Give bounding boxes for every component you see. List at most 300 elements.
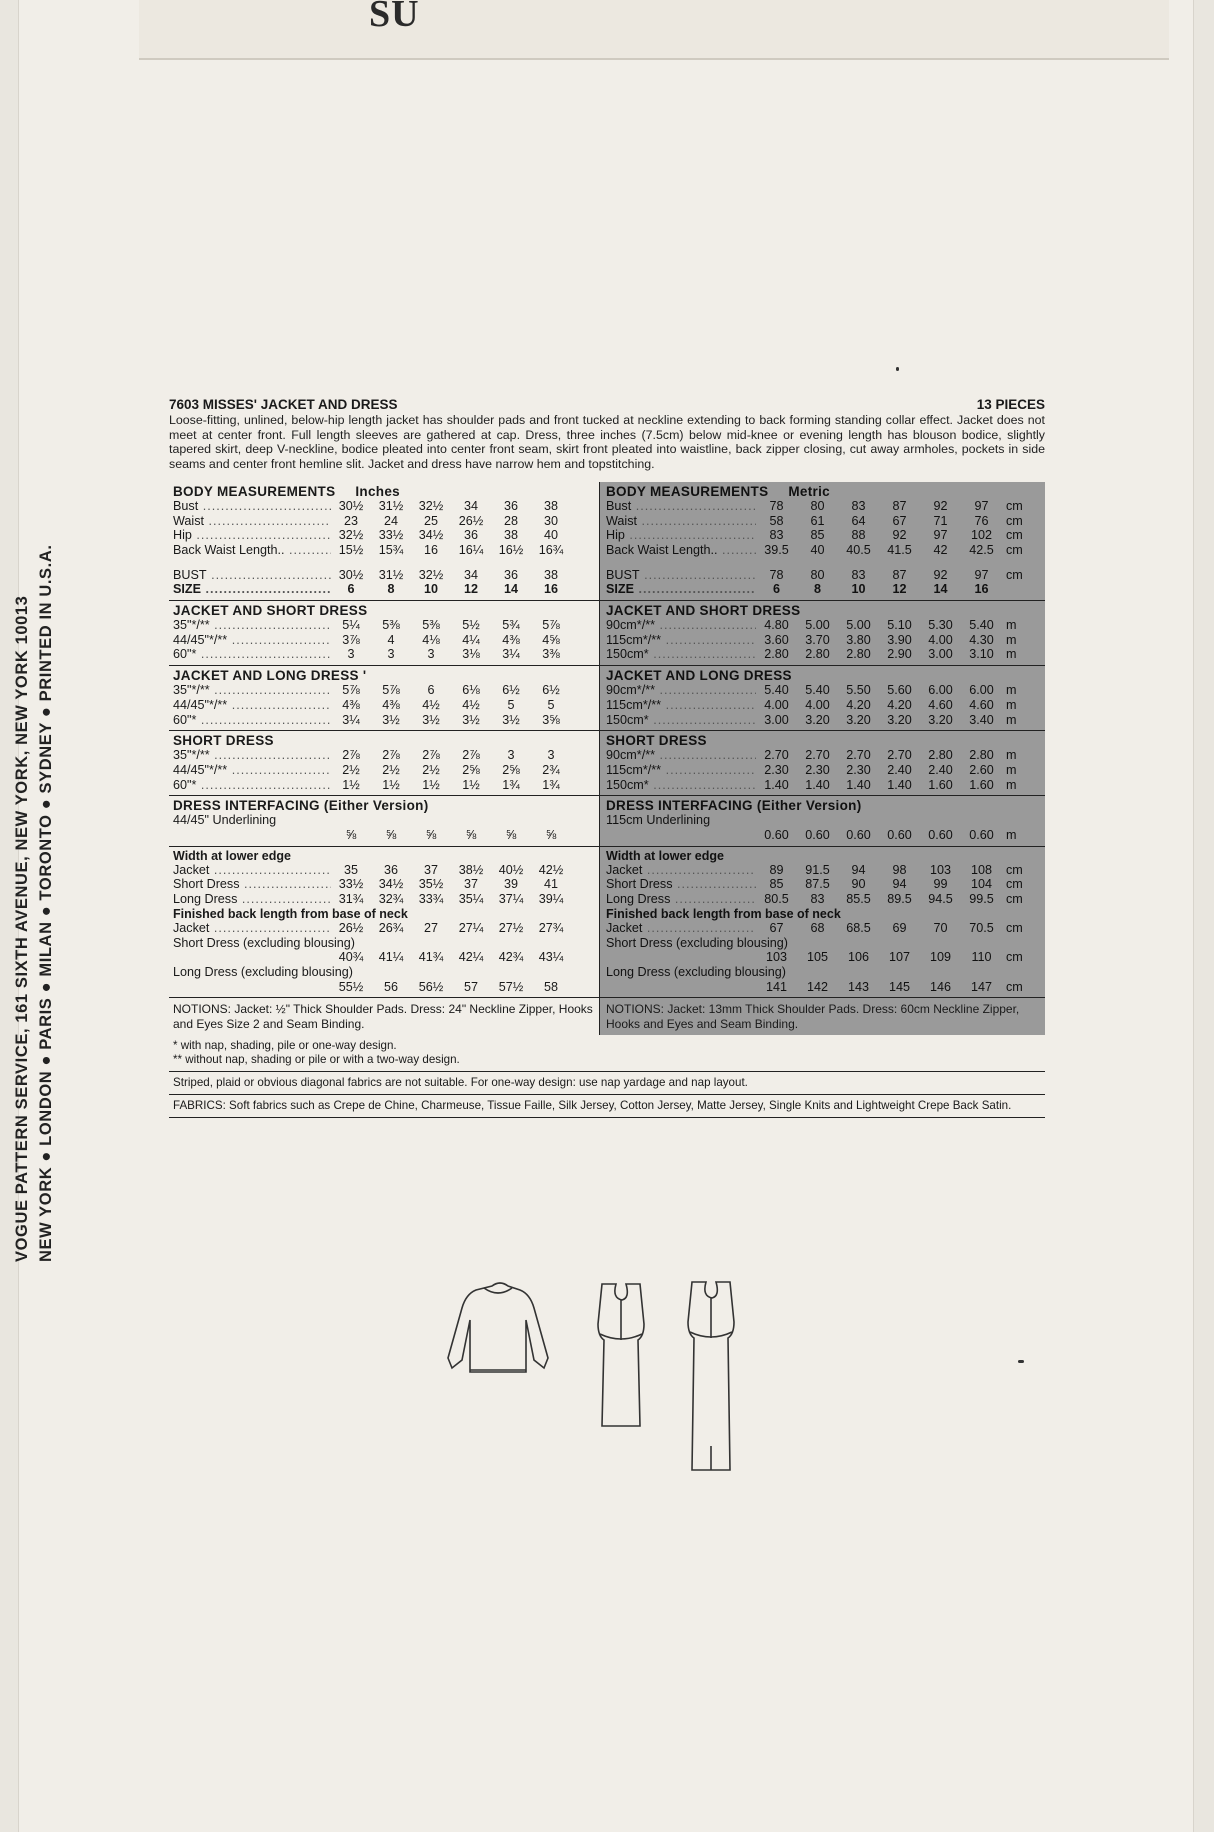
row-value: 38 bbox=[543, 567, 558, 582]
row-value: 1½ bbox=[462, 777, 480, 792]
row-unit: m bbox=[1006, 828, 1017, 843]
measurement-row bbox=[173, 892, 593, 907]
row-value: 25 bbox=[423, 513, 438, 528]
row-value: 68 bbox=[810, 920, 825, 935]
long-dress-length-values bbox=[173, 980, 593, 995]
row-value: 14 bbox=[503, 582, 518, 597]
notions-imperial bbox=[169, 998, 600, 1035]
measurement-row bbox=[606, 543, 1039, 558]
row-value: 5⅞ bbox=[382, 683, 400, 698]
measurement-row bbox=[173, 713, 593, 728]
interfacing-block bbox=[600, 796, 1045, 846]
row-value: 4⅜ bbox=[342, 697, 360, 712]
row-value: 34 bbox=[463, 567, 478, 582]
publisher-line-2: NEW YORK ● LONDON ● PARIS ● MILAN ● TORONTO ● SYDNEY ● PRINTED IN U.S.A. bbox=[37, 544, 55, 1262]
row-value: 103 bbox=[929, 862, 951, 877]
row-unit: m bbox=[1006, 777, 1017, 792]
row-value: 2⅞ bbox=[342, 748, 360, 763]
row-value: 33¾ bbox=[418, 892, 444, 907]
row-unit: m bbox=[1006, 697, 1017, 712]
row-value: 4⅜ bbox=[382, 697, 400, 712]
measurement-row bbox=[606, 763, 1039, 778]
nap-footnotes bbox=[169, 1035, 1045, 1072]
row-value: 2.40 bbox=[887, 762, 912, 777]
measurement-row bbox=[606, 528, 1039, 543]
row-value: 2.80 bbox=[805, 647, 830, 662]
row-value: 4.00 bbox=[805, 697, 830, 712]
interfacing-values bbox=[173, 828, 593, 843]
row-value: 3.20 bbox=[846, 712, 871, 727]
row-value: 3⅜ bbox=[542, 647, 560, 662]
section-title: JACKET AND SHORT DRESS bbox=[173, 603, 368, 619]
notions-metric-text: NOTIONS: Jacket: 13mm Thick Shoulder Pads. Dress: 60cm Neckline Zipper, Hooks and Eyes and Seam Binding. bbox=[606, 1002, 1020, 1031]
row-value: 5.30 bbox=[928, 618, 953, 633]
row-value: 102 bbox=[970, 528, 992, 543]
row-value: 6 bbox=[772, 582, 780, 597]
row-value: 3.70 bbox=[805, 632, 830, 647]
row-value: 97 bbox=[974, 498, 989, 513]
row-value: 106 bbox=[847, 950, 869, 965]
row-value: 4.80 bbox=[764, 618, 789, 633]
row-value: 6½ bbox=[502, 683, 520, 698]
section-title: SHORT DRESS bbox=[606, 733, 707, 749]
row-value: 5 bbox=[507, 697, 515, 712]
measurement-row bbox=[606, 877, 1039, 892]
section-title: DRESS INTERFACING (Either Version) bbox=[173, 798, 429, 814]
row-label: 90cm*/** ..... bbox=[606, 683, 756, 698]
row-value: 3¼ bbox=[342, 712, 360, 727]
row-value: 92 bbox=[892, 528, 907, 543]
row-value: 4⅜ bbox=[502, 632, 520, 647]
section-title: SHORT DRESS bbox=[173, 733, 274, 749]
measurement-row bbox=[606, 713, 1039, 728]
row-unit: m bbox=[1006, 712, 1017, 727]
measurement-row bbox=[173, 863, 593, 878]
measurement-row bbox=[173, 528, 593, 543]
row-value: 16 bbox=[543, 582, 558, 597]
section-title: BODY MEASUREMENTS bbox=[173, 483, 336, 499]
row-value: 3⅝ bbox=[542, 712, 560, 727]
row-value: 5.40 bbox=[805, 683, 830, 698]
row-value: 143 bbox=[847, 979, 869, 994]
row-value: 92 bbox=[933, 567, 948, 582]
row-value: 39.5 bbox=[764, 542, 789, 557]
row-value: 41 bbox=[543, 877, 558, 892]
row-value: 3¼ bbox=[502, 647, 520, 662]
row-value: 104 bbox=[970, 877, 992, 892]
paper-speck bbox=[1018, 1360, 1024, 1363]
row-value: 1.40 bbox=[805, 777, 830, 792]
row-value: 36 bbox=[503, 567, 518, 582]
row-label: 115cm*/** ..... bbox=[606, 763, 756, 778]
spacer bbox=[606, 558, 1039, 568]
row-value: 3 bbox=[547, 748, 555, 763]
row-value: 99 bbox=[933, 877, 948, 892]
row-value: 3.80 bbox=[846, 632, 871, 647]
row-value: 0.60 bbox=[969, 828, 994, 843]
row-value: 5.00 bbox=[846, 618, 871, 633]
row-value: 42.5 bbox=[969, 542, 994, 557]
row-label: 115cm*/** ..... bbox=[606, 633, 756, 648]
row-label: Long Dress ..... bbox=[606, 892, 756, 907]
row-unit: m bbox=[1006, 647, 1017, 662]
row-value: 2½ bbox=[342, 762, 360, 777]
row-value: 2⅞ bbox=[422, 748, 440, 763]
row-label: Jacket ..... bbox=[173, 863, 331, 878]
row-value: 40¾ bbox=[338, 950, 364, 965]
row-unit: cm bbox=[1006, 513, 1023, 528]
row-value: 26½ bbox=[338, 920, 364, 935]
row-value: 2⅝ bbox=[462, 762, 480, 777]
row-value: 87 bbox=[892, 567, 907, 582]
row-value: 10 bbox=[851, 582, 866, 597]
row-value: 58 bbox=[769, 513, 784, 528]
row-value: 1.40 bbox=[764, 777, 789, 792]
measurement-row bbox=[606, 499, 1039, 514]
row-value: 38½ bbox=[458, 862, 484, 877]
short-dress-length-label: Short Dress (excluding blousing) bbox=[173, 935, 355, 950]
row-value: 12 bbox=[463, 582, 478, 597]
row-label: Waist ..... bbox=[606, 514, 756, 529]
measurement-row bbox=[606, 863, 1039, 878]
row-value: 2.60 bbox=[969, 762, 994, 777]
pattern-description: Loose-fitting, unlined, below-hip length jacket has shoulder pads and front tucked at neckline extending to back forming standing collar effect. Jacket does not meet at center front. Full length sleeves are gathered at cap. Dress, three inches (7.5cm) below mid-knee or evening length has blouson bodice, slightly tapered skirt, deep V-neckline, bodice pleated into center front seam, skirt front pleated into waistline, back zipper closing, cut away armholes, pockets in side seams and center front hemline slit. Jacket and dress have narrow hem and topstitching. bbox=[169, 413, 1045, 472]
row-unit: cm bbox=[1006, 892, 1023, 907]
row-value: 2.30 bbox=[805, 762, 830, 777]
row-label: 44/45"*/** ..... bbox=[173, 698, 331, 713]
row-value: 78 bbox=[769, 567, 784, 582]
row-unit: cm bbox=[1006, 979, 1023, 994]
body-measurements-block bbox=[600, 482, 1045, 601]
metric-column bbox=[600, 482, 1045, 998]
row-value: 43¼ bbox=[538, 950, 564, 965]
row-value: 3.00 bbox=[928, 647, 953, 662]
row-value: 3.20 bbox=[928, 712, 953, 727]
row-value: 76 bbox=[974, 513, 989, 528]
row-value: 32¾ bbox=[378, 892, 404, 907]
row-value: 32½ bbox=[338, 528, 364, 543]
row-value: 34½ bbox=[418, 528, 444, 543]
row-value: 35 bbox=[343, 862, 358, 877]
row-value: 41¼ bbox=[378, 950, 404, 965]
row-label: Jacket ..... bbox=[606, 921, 756, 936]
row-value: 145 bbox=[888, 979, 910, 994]
row-value: 83 bbox=[769, 528, 784, 543]
row-value: 70.5 bbox=[969, 920, 994, 935]
row-value: 4½ bbox=[422, 697, 440, 712]
row-value: 27¾ bbox=[538, 920, 564, 935]
row-value: 1½ bbox=[382, 777, 400, 792]
width-title: Width at lower edge bbox=[173, 848, 291, 863]
row-value: 89 bbox=[769, 862, 784, 877]
row-value: 26½ bbox=[458, 513, 484, 528]
row-value: 105 bbox=[806, 950, 828, 965]
row-value: 8 bbox=[813, 582, 821, 597]
row-value: 0.60 bbox=[764, 828, 789, 843]
row-value: 94.5 bbox=[928, 892, 953, 907]
row-value: ⅝ bbox=[545, 828, 557, 843]
row-value: 107 bbox=[888, 950, 910, 965]
row-value: 68.5 bbox=[846, 920, 871, 935]
row-value: 110 bbox=[971, 950, 992, 965]
row-value: 3⅛ bbox=[462, 647, 480, 662]
row-value: 80.5 bbox=[764, 892, 789, 907]
row-value: 40 bbox=[810, 542, 825, 557]
row-value: 34 bbox=[463, 498, 478, 513]
jacket-long-block bbox=[169, 666, 599, 731]
row-value: 109 bbox=[929, 950, 951, 965]
row-label: Waist ..... bbox=[173, 514, 331, 529]
row-label: 35"*/** ..... bbox=[173, 748, 331, 763]
row-value: 2.30 bbox=[764, 762, 789, 777]
row-value: 24 bbox=[383, 513, 398, 528]
row-value: 4 bbox=[387, 632, 395, 647]
row-value: 97 bbox=[974, 567, 989, 582]
measurement-row bbox=[173, 618, 593, 633]
row-value: 15½ bbox=[338, 542, 364, 557]
row-value: 4.00 bbox=[928, 632, 953, 647]
pattern-info-sheet bbox=[169, 397, 1045, 1118]
size-row bbox=[173, 582, 593, 597]
row-value: 3½ bbox=[502, 712, 520, 727]
row-value: 36 bbox=[503, 498, 518, 513]
measurement-row bbox=[606, 683, 1039, 698]
row-value: 2.90 bbox=[887, 647, 912, 662]
footnote-without-nap: ** without nap, shading or pile or with a two-way design. bbox=[173, 1053, 460, 1067]
row-value: 4.20 bbox=[846, 697, 871, 712]
row-value: ⅝ bbox=[345, 828, 357, 843]
row-value: 80 bbox=[810, 567, 825, 582]
row-value: 36 bbox=[463, 528, 478, 543]
row-value: 42¾ bbox=[498, 950, 524, 965]
row-value: 5⅞ bbox=[542, 618, 560, 633]
row-value: 2⅞ bbox=[382, 748, 400, 763]
flap-text: SU bbox=[369, 0, 420, 35]
row-label: Long Dress ..... bbox=[173, 892, 331, 907]
row-value: 99.5 bbox=[969, 892, 994, 907]
row-label: 60"* ..... bbox=[173, 778, 331, 793]
section-title: JACKET AND LONG DRESS ' bbox=[173, 668, 367, 684]
row-value: 2.80 bbox=[764, 647, 789, 662]
row-value: 1½ bbox=[342, 777, 360, 792]
row-value: 142 bbox=[806, 979, 828, 994]
row-value: 16 bbox=[423, 542, 438, 557]
row-unit: cm bbox=[1006, 920, 1023, 935]
measurement-row bbox=[606, 921, 1039, 936]
row-value: 97 bbox=[933, 528, 948, 543]
row-label: Jacket ..... bbox=[606, 863, 756, 878]
row-value: 5¼ bbox=[342, 618, 360, 633]
row-value: 108 bbox=[970, 862, 992, 877]
row-value: 6 bbox=[427, 683, 435, 698]
row-value: 4.20 bbox=[887, 697, 912, 712]
row-value: 36 bbox=[383, 862, 398, 877]
row-value: 12 bbox=[892, 582, 907, 597]
row-value: 1¾ bbox=[542, 777, 560, 792]
row-value: 0.60 bbox=[846, 828, 871, 843]
row-label: Hip ..... bbox=[173, 528, 331, 543]
short-dress-length-values bbox=[606, 950, 1039, 965]
row-value: 3 bbox=[347, 647, 355, 662]
row-value: 4½ bbox=[462, 697, 480, 712]
row-value: 26¾ bbox=[378, 920, 404, 935]
unit-label: Metric bbox=[788, 483, 830, 499]
bust-row bbox=[173, 568, 593, 583]
row-value: 38 bbox=[503, 528, 518, 543]
row-value: 5.00 bbox=[805, 618, 830, 633]
row-value: 40½ bbox=[498, 862, 524, 877]
row-value: 3 bbox=[427, 647, 435, 662]
measurement-row bbox=[173, 748, 593, 763]
row-value: 2¾ bbox=[542, 762, 560, 777]
row-value: 3 bbox=[507, 748, 515, 763]
row-value: 4.00 bbox=[764, 697, 789, 712]
measurement-row bbox=[606, 647, 1039, 662]
measurement-row bbox=[606, 514, 1039, 529]
row-value: 55½ bbox=[338, 979, 364, 994]
row-value: 35½ bbox=[418, 877, 444, 892]
short-dress-block bbox=[169, 731, 599, 796]
row-value: 2.70 bbox=[887, 748, 912, 763]
row-value: 41.5 bbox=[887, 542, 912, 557]
row-value: 27¼ bbox=[458, 920, 484, 935]
row-value: 14 bbox=[933, 582, 948, 597]
row-unit: cm bbox=[1006, 862, 1023, 877]
row-unit: m bbox=[1006, 618, 1017, 633]
interfacing-block bbox=[169, 796, 599, 846]
section-title: BODY MEASUREMENTS bbox=[606, 483, 769, 499]
row-value: 3½ bbox=[422, 712, 440, 727]
row-value: 5.40 bbox=[764, 683, 789, 698]
pattern-title: 7603 MISSES' JACKET AND DRESS bbox=[169, 397, 398, 412]
row-value: 6.00 bbox=[928, 683, 953, 698]
row-value: 3⅞ bbox=[342, 632, 360, 647]
row-value: 15¾ bbox=[378, 542, 404, 557]
row-label: BUST ..... bbox=[606, 568, 756, 583]
measurement-row bbox=[173, 921, 593, 936]
row-value: 5.50 bbox=[846, 683, 871, 698]
measurement-row bbox=[173, 514, 593, 529]
jacket-short-block bbox=[600, 601, 1045, 666]
measurement-row bbox=[173, 499, 593, 514]
row-value: 6½ bbox=[542, 683, 560, 698]
row-value: 3.60 bbox=[764, 632, 789, 647]
row-value: 1½ bbox=[422, 777, 440, 792]
row-value: 5⅜ bbox=[382, 618, 400, 633]
row-value: 88 bbox=[851, 528, 866, 543]
row-label: 115cm*/** ..... bbox=[606, 698, 756, 713]
row-value: 3.20 bbox=[805, 712, 830, 727]
row-value: 5½ bbox=[462, 618, 480, 633]
row-label: 150cm* ..... bbox=[606, 778, 756, 793]
notions-row bbox=[169, 998, 1045, 1035]
row-value: 39 bbox=[503, 877, 518, 892]
row-label: 150cm* ..... bbox=[606, 713, 756, 728]
row-value: 2.80 bbox=[928, 748, 953, 763]
body-measurements-title bbox=[173, 484, 593, 499]
row-value: 32½ bbox=[418, 567, 444, 582]
row-value: 2⅞ bbox=[462, 748, 480, 763]
width-block bbox=[169, 847, 599, 998]
row-value: 40 bbox=[543, 528, 558, 543]
row-value: 2.80 bbox=[846, 647, 871, 662]
measurement-row bbox=[606, 748, 1039, 763]
row-value: 83 bbox=[851, 498, 866, 513]
row-label: Back Waist Length.. ..... bbox=[173, 543, 331, 558]
row-value: 90 bbox=[851, 877, 866, 892]
row-value: 5.40 bbox=[969, 618, 994, 633]
row-value: 16½ bbox=[498, 542, 524, 557]
row-label: 44/45"*/** ..... bbox=[173, 633, 331, 648]
row-value: 8 bbox=[387, 582, 395, 597]
row-value: 42 bbox=[933, 542, 948, 557]
row-value: 42¼ bbox=[458, 950, 484, 965]
row-value: 2.40 bbox=[928, 762, 953, 777]
row-value: 56 bbox=[383, 979, 398, 994]
pattern-header bbox=[169, 397, 1045, 413]
row-value: 69 bbox=[892, 920, 907, 935]
row-value: 6⅛ bbox=[462, 683, 480, 698]
row-value: 57½ bbox=[498, 979, 524, 994]
row-value: 16¼ bbox=[458, 542, 484, 557]
row-unit: cm bbox=[1006, 877, 1023, 892]
row-value: 27½ bbox=[498, 920, 524, 935]
row-value: 71 bbox=[933, 513, 948, 528]
measurement-row bbox=[606, 778, 1039, 793]
row-value: 3 bbox=[387, 647, 395, 662]
row-value: 94 bbox=[851, 862, 866, 877]
row-label: 35"*/** ..... bbox=[173, 618, 331, 633]
row-value: 2.70 bbox=[805, 748, 830, 763]
measurement-row bbox=[606, 698, 1039, 713]
row-value: 4⅝ bbox=[542, 632, 560, 647]
row-value: 146 bbox=[929, 979, 951, 994]
row-value: 30½ bbox=[338, 498, 364, 513]
paper-speck bbox=[896, 367, 899, 371]
row-value: 91.5 bbox=[805, 862, 830, 877]
fabrics-note: FABRICS: Soft fabrics such as Crepe de Chine, Charmeuse, Tissue Faille, Silk Jersey, Cotton Jersey, Matte Jersey, Single Knits and Lightweight Crepe Back Satin. bbox=[169, 1095, 1045, 1118]
row-value: 4.60 bbox=[928, 697, 953, 712]
section-title: JACKET AND SHORT DRESS bbox=[606, 603, 801, 619]
measurement-row bbox=[606, 633, 1039, 648]
row-value: ⅝ bbox=[505, 828, 517, 843]
row-value: 32½ bbox=[418, 498, 444, 513]
body-measurements-block bbox=[169, 482, 599, 601]
row-value: 5.10 bbox=[887, 618, 912, 633]
row-value: 92 bbox=[933, 498, 948, 513]
row-value: 1.40 bbox=[846, 777, 871, 792]
row-value: 5 bbox=[547, 697, 555, 712]
measurement-row bbox=[606, 892, 1039, 907]
row-unit: cm bbox=[1006, 542, 1023, 557]
row-value: 4.30 bbox=[969, 632, 994, 647]
row-value: 37¼ bbox=[498, 892, 524, 907]
row-value: 5¾ bbox=[502, 618, 520, 633]
width-title: Width at lower edge bbox=[606, 848, 724, 863]
row-value: 3.10 bbox=[969, 647, 994, 662]
row-label: SIZE ..... bbox=[606, 582, 756, 597]
row-label: Jacket ..... bbox=[173, 921, 331, 936]
row-value: 98 bbox=[892, 862, 907, 877]
row-value: 0.60 bbox=[887, 828, 912, 843]
row-value: 3.20 bbox=[887, 712, 912, 727]
row-value: 37 bbox=[463, 877, 478, 892]
row-value: 83 bbox=[810, 892, 825, 907]
section-title: JACKET AND LONG DRESS bbox=[606, 668, 792, 684]
pieces-count: 13 PIECES bbox=[976, 397, 1045, 412]
row-value: 87.5 bbox=[805, 877, 830, 892]
striped-note: Striped, plaid or obvious diagonal fabrics are not suitable. For one-way design: use nap yardage and nap layout. bbox=[169, 1072, 1045, 1095]
